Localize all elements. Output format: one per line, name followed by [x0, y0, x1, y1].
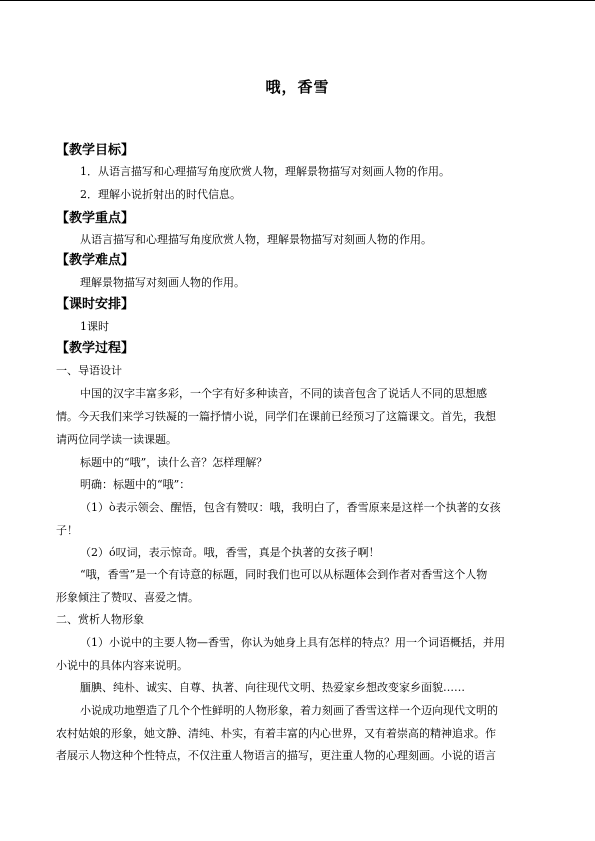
top-border-line — [0, 0, 595, 1]
paragraph-line: 腼腆、纯朴、诚实、自尊、执著、向往现代文明、热爱家乡想改变家乡面貌…… — [80, 681, 465, 694]
heading-schedule: 【课时安排】 — [56, 297, 135, 312]
paragraph-line: （1）ò表示领会、醒悟，包含有赞叹：哦，我明白了，香雪原来是这样一个执著的女孩 — [80, 501, 501, 514]
paragraph-line: 者展示人物这种个性特点，不仅注重人物语言的描写，更注重人物的心理刻画。小说的语言 — [56, 749, 496, 762]
paragraph-line: （1）小说中的主要人物—香雪，你认为她身上具有怎样的特点？用一个词语概括，并用 — [80, 636, 505, 649]
paragraph-line: 小说成功地塑造了几个个性鲜明的人物形象，着力刻画了香雪这样一个迈向现代文明的 — [80, 704, 498, 717]
heading-objectives: 【教学目标】 — [56, 143, 135, 158]
objective-item-2: 2．理解小说折射出的时代信息。 — [80, 188, 241, 201]
paragraph-line: （2）ó叹词，表示惊奇。哦，香雪，真是个执著的女孩子啊！ — [80, 546, 380, 559]
paragraph-line: 标题中的“哦”，读什么音？怎样理解？ — [80, 456, 268, 469]
paragraph-line: 形象倾注了赞叹、喜爱之情。 — [56, 591, 199, 604]
paragraph-line: 子！ — [56, 524, 78, 537]
paragraph-line: 请两位同学读一读课题。 — [56, 433, 177, 446]
paragraph-line: 情。今天我们来学习铁凝的一篇抒情小说，同学们在课前已经预习了这篇课文。首先，我想 — [56, 410, 496, 423]
difficulties-text: 理解景物描写对刻画人物的作用。 — [80, 276, 245, 289]
schedule-text: 1课时 — [80, 320, 109, 333]
paragraph-line: 农村姑娘的形象，她文静、清纯、朴实，有着丰富的内心世界，又有着崇高的精神追求。作 — [56, 727, 496, 740]
part1-title: 一、导语设计 — [56, 364, 122, 377]
key-points-text: 从语言描写和心理描写角度欣赏人物，理解景物描写对刻画人物的作用。 — [80, 233, 432, 246]
paragraph-line: 小说中的具体内容来说明。 — [56, 659, 188, 672]
heading-key-points: 【教学重点】 — [56, 211, 135, 226]
paragraph-line: “哦，香雪”是一个有诗意的标题，同时我们也可以从标题体会到作者对香雪这个人物 — [80, 568, 488, 581]
page-title: 哦，香雪 — [265, 78, 330, 96]
paragraph-line: 中国的汉字丰富多彩，一个字有好多种读音，不同的读音包含了说话人不同的思想感 — [80, 387, 487, 400]
objective-item-1: 1．从语言描写和心理描写角度欣赏人物，理解景物描写对刻画人物的作用。 — [80, 165, 450, 178]
heading-process: 【教学过程】 — [56, 341, 135, 356]
heading-difficulties: 【教学难点】 — [56, 253, 135, 268]
paragraph-line: 明确：标题中的“哦”： — [80, 478, 191, 491]
part2-title: 二、赏析人物形象 — [56, 613, 144, 626]
